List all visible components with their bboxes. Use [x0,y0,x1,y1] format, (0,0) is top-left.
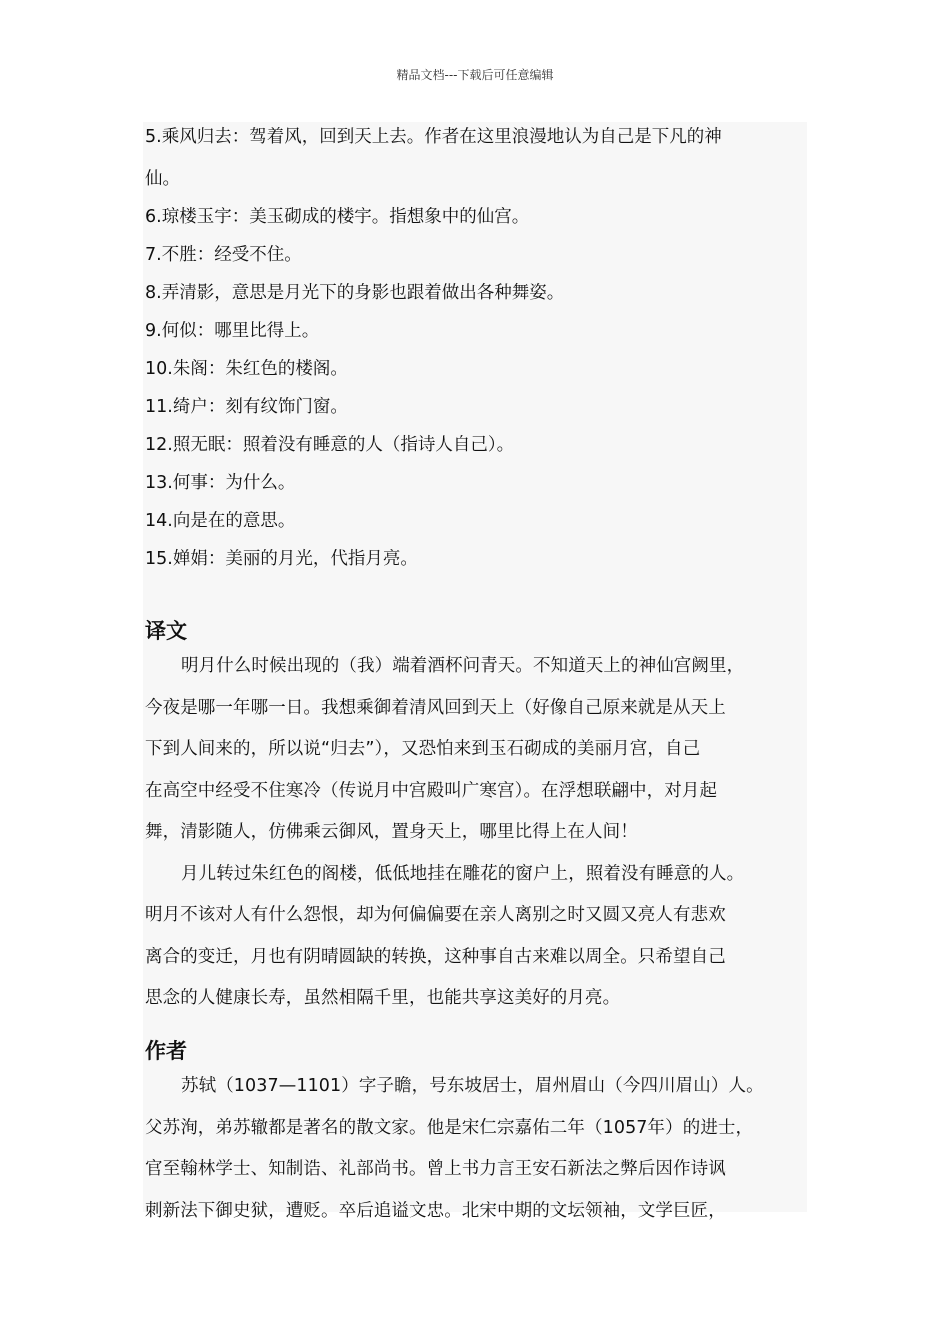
note-item: 6.琼楼玉宇：美玉砌成的楼宇。指想象中的仙宫。 [145,207,530,227]
paragraph-line: 舞，清影随人，仿佛乘云御风，置身天上，哪里比得上在人间！ [145,822,638,842]
paragraph-line: 苏轼（1037—1101）字子瞻，号东坡居士，眉州眉山（今四川眉山）人。 [181,1076,764,1096]
note-item: 14.向是在的意思。 [145,511,296,531]
translation-title: 译文 [145,619,187,643]
note-item: 11.绮户：刻有纹饰门窗。 [145,397,348,417]
note-item: 7.不胜：经受不住。 [145,245,302,265]
translation-paragraph-1 [145,646,805,854]
author-title: 作者 [145,1039,187,1063]
note-item: 8.弄清影，意思是月光下的身影也跟着做出各种舞姿。 [145,283,565,303]
author-paragraph [145,1066,805,1232]
paragraph-line: 月儿转过朱红色的阁楼，低低地挂在雕花的窗户上，照着没有睡意的人。 [181,863,745,884]
note-item: 15.婵娟：美丽的月光，代指月亮。 [145,549,418,569]
paragraph-line: 刺新法下御史狱，遭贬。卒后追谥文忠。北宋中期的文坛领袖，文学巨匠， [145,1200,726,1221]
translation-paragraph-2 [145,854,805,1020]
paragraph-line: 明月什么时候出现的（我）端着酒杯问青天。不知道天上的神仙宫阙里， [181,656,745,676]
translation-section [145,616,805,1020]
note-item: 12.照无眠：照着没有睡意的人（指诗人自己）。 [145,435,515,455]
annotation-notes [145,124,805,584]
paragraph-line: 下到人间来的，所以说“归去”），又恐怕来到玉石砌成的美丽月宫，自己 [145,739,701,759]
note-item: 13.何事：为什么。 [145,473,296,493]
note-item: 仙。 [145,169,180,189]
paragraph-line: 父苏洵，弟苏辙都是著名的散文家。他是宋仁宗嘉佑二年（1057年）的进士， [145,1117,754,1138]
author-section [145,1036,805,1232]
paragraph-line: 思念的人健康长寿，虽然相隔千里，也能共享这美好的月亮。 [145,988,621,1008]
paragraph-line: 明月不该对人有什么怨恨，却为何偏偏要在亲人离别之时又圆又亮人有悲欢 [145,905,726,925]
paragraph-line: 在高空中经受不住寒冷（传说月中宫殿叫广寒宫）。在浮想联翩中，对月起 [145,780,718,801]
note-item: 9.何似：哪里比得上。 [145,321,320,341]
paragraph-line: 今夜是哪一年哪一日。我想乘御着清风回到天上（好像自己原来就是从天上 [145,697,726,718]
paragraph-line: 官至翰林学士、知制诰、礼部尚书。曾上书力言王安石新法之弊后因作诗讽 [145,1159,726,1179]
note-item: 10.朱阁：朱红色的楼阁。 [145,359,348,379]
note-item: 5.乘风归去：驾着风，回到天上去。作者在这里浪漫地认为自己是下凡的神 [145,127,722,147]
paragraph-line: 离合的变迁，月也有阴晴圆缺的转换，这种事自古来难以周全。只希望自己 [145,946,726,967]
page-header: 精品文档---下载后可任意编辑 [396,68,554,82]
